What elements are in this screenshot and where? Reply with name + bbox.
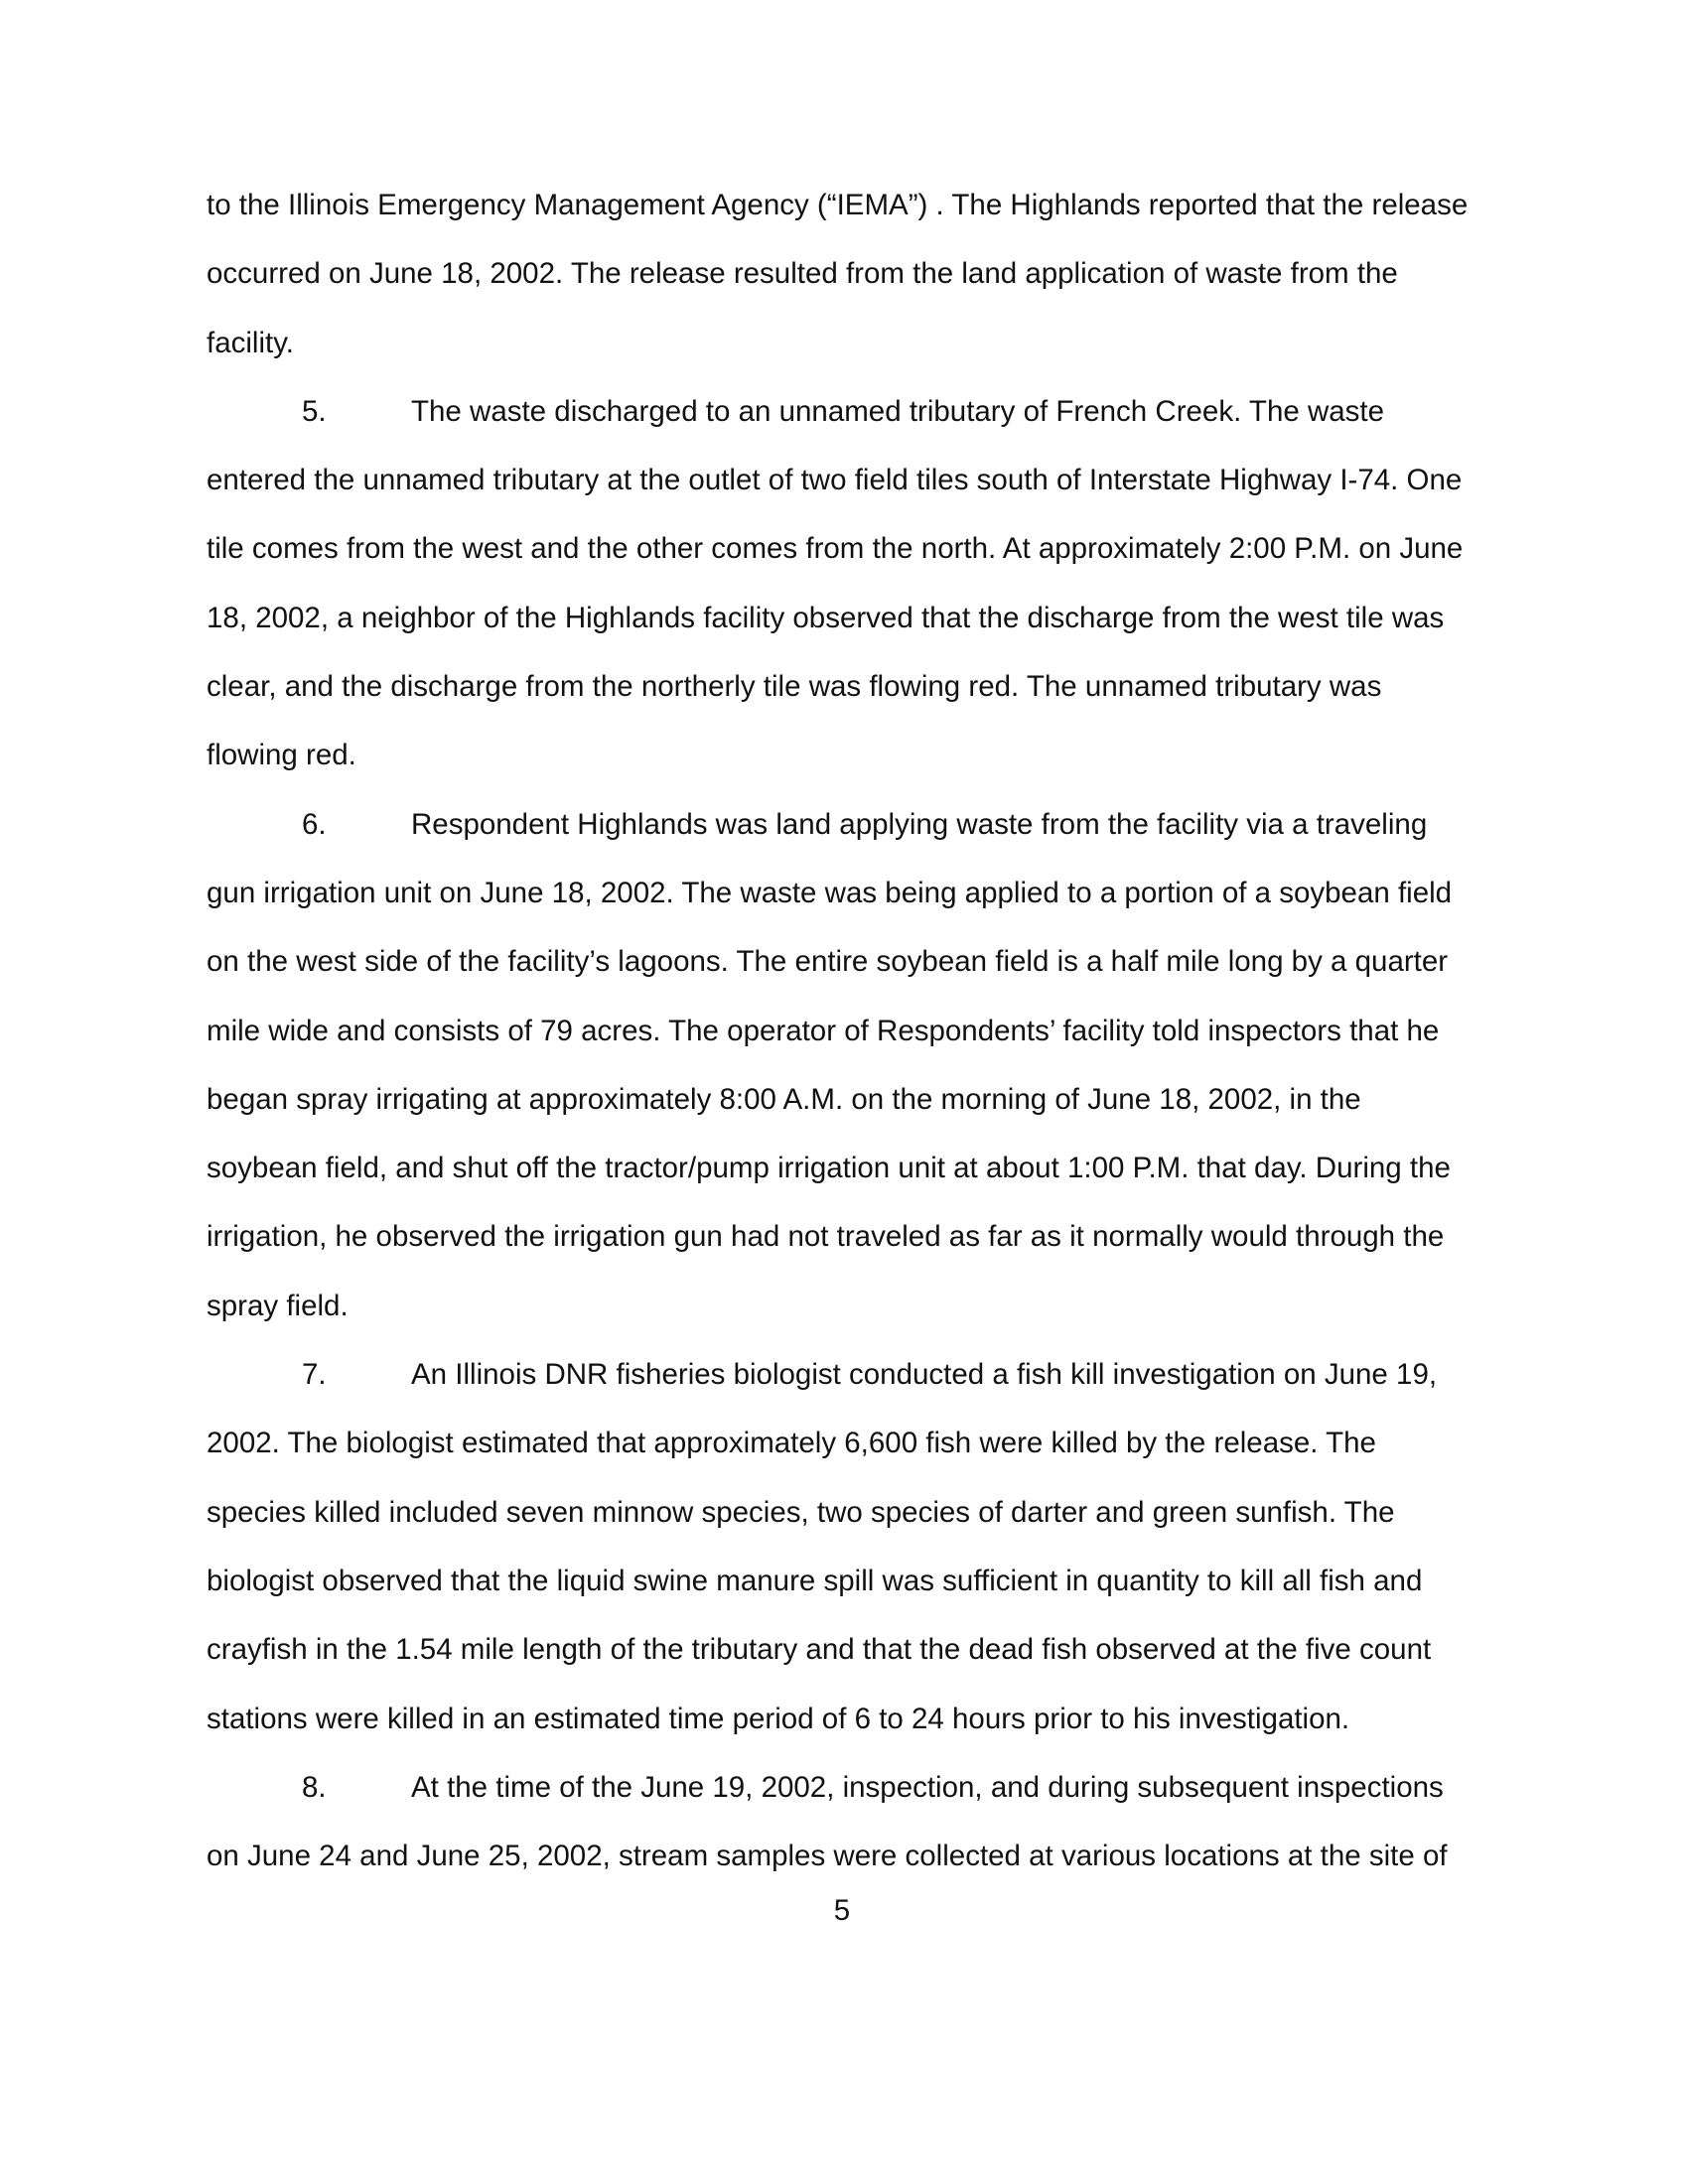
paragraph-8 xyxy=(207,1753,1479,1891)
paragraph-text: At the time of the June 19, 2002, inspection, and during subsequent inspections on June 24 and June 25, 2002, stream samples were collected at various locations at the site of xyxy=(207,1770,1448,1873)
paragraph-7 xyxy=(207,1340,1479,1753)
paragraph-number: 8. xyxy=(302,1770,327,1804)
paragraph-6 xyxy=(207,790,1479,1340)
paragraph-text: The waste discharged to an unnamed tributary of French Creek. The waste entered the unnamed tributary at the outlet of two field tiles south of Interstate Highway I-74. One tile comes from the west and the other comes from the north. At approximately 2:00 P.M. on June 18, 2002, a neighbor of the Highlands facility observed that the discharge from the west tile was clear, and the discharge from the northerly tile was flowing red. The unnamed tributary was flowing red. xyxy=(207,394,1464,772)
document-body xyxy=(207,171,1479,1890)
paragraph-number: 5. xyxy=(302,394,327,428)
paragraph-text: An Illinois DNR fisheries biologist conducted a fish kill investigation on June 19, 2002. The biologist estimated that approximately 6,600 fish were killed by the release. The species killed included seven minnow species, two species of darter and green sunfish. The biologist observed that the liquid swine manure spill was sufficient in quantity to kill all fish and crayfish in the 1.54 mile length of the tributary and that the dead fish observed at the five count stations were killed in an estimated time period of 6 to 24 hours prior to his investigation. xyxy=(207,1358,1438,1735)
paragraph-number: 7. xyxy=(302,1358,327,1392)
continuation-paragraph: to the Illinois Emergency Management Agency (“IEMA”) . The Highlands reported that the release occurred on June 18, 2002. The release resulted from the land application of waste from the facility. xyxy=(207,189,1469,359)
page-number: 5 xyxy=(833,1894,851,1927)
paragraph-text: Respondent Highlands was land applying waste from the facility via a traveling gun irrigation unit on June 18, 2002. The waste was being applied to a portion of a soybean field on the west side of the facility’s lagoons. The entire soybean field is a half mile long by a quarter mile wide and consists of 79 acres. The operator of Respondents’ facility told inspectors that he began spray irrigating at approximately 8:00 A.M. on the morning of June 18, 2002, in the soybean field, and shut off the tractor/pump irrigation unit at about 1:00 P.M. that day. During the irrigation, he observed the irrigation gun had not traveled as far as it normally would through the spray field. xyxy=(207,807,1453,1322)
paragraph-5 xyxy=(207,377,1479,790)
paragraph-number: 6. xyxy=(302,807,327,841)
